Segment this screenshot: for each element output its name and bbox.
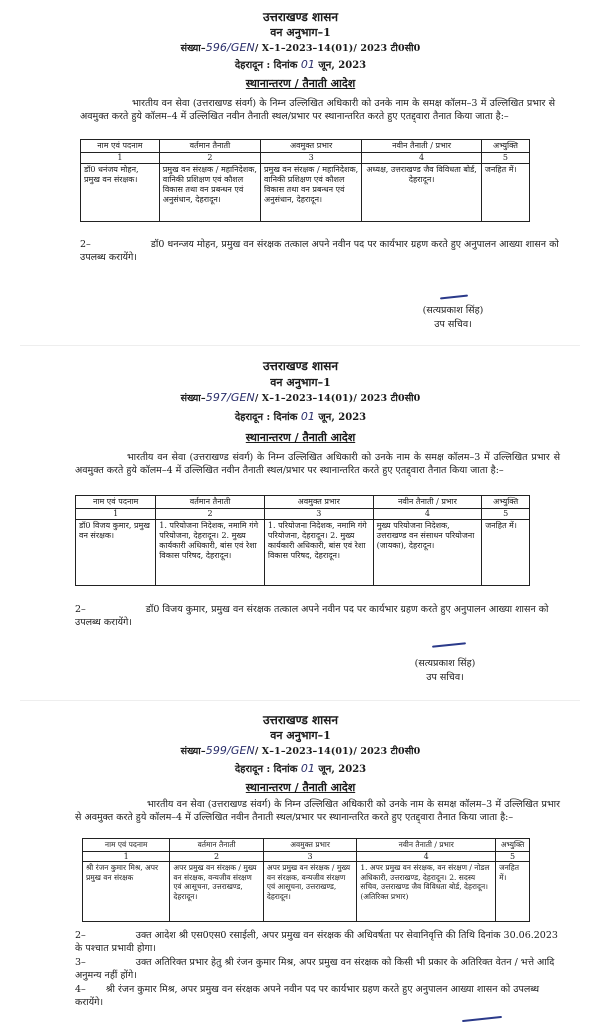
col-number: 5 — [482, 509, 530, 520]
handwritten-number: 596/GEN — [205, 41, 255, 54]
col-number: 5 — [481, 153, 529, 164]
paragraph: 2– डॉ0 धनन्जय मोहन, प्रमुख वन संरक्षक तत्काल अपने नवीन पद पर कार्यभार ग्रहण करते हुए अनुपालन आख्या शासन को उपलब्ध करायेंगे। — [80, 239, 559, 263]
col-header: अभ्युक्ति — [482, 496, 530, 509]
divider — [20, 345, 580, 346]
officer-name: श्री रंजन कुमार मिश्र, अपर प्रमुख वन संरक्षक — [83, 862, 170, 922]
signature-mark — [440, 295, 468, 300]
government-heading: उत्तराखण्ड शासन — [262, 10, 339, 24]
reference-number: संख्या–599/GEN/ X–1–2023–14(01)/ 2023 टी0सी0 — [180, 744, 421, 757]
col-number: 1 — [81, 153, 160, 164]
transfer-table — [80, 139, 530, 222]
reference-number: संख्या–597/GEN/ X–1–2023–14(01)/ 2023 टी0सी0 — [180, 391, 421, 404]
paragraph: 4– श्री रंजन कुमार मिश्र, अपर प्रमुख वन संरक्षक अपने नवीन पद पर कार्यभार ग्रहण करते हुए अनुपालन आख्या शासन को उपलब्ध करायेंगे। — [75, 984, 540, 1008]
order-intro: भारतीय वन सेवा (उत्तराखण्ड संवर्ग) के निम्न उल्लिखित अधिकारी को उनके नाम के समक्ष कॉलम–3 में उल्लिखित प्रभार से अवमुक्त करते हुये कॉलम–4 में उल्लिखित नवीन तैनाती स्थल/प्रभार पर स्थानान्तरित करते हुए एतद्द्वारा तैनात किया जाता है:– — [80, 98, 555, 122]
col-header: नाम एवं पदनाम — [76, 496, 156, 509]
col-number: 3 — [264, 509, 373, 520]
order-subject: स्थानान्तरण / तैनाती आदेश — [245, 431, 356, 444]
col-number: 2 — [170, 851, 264, 862]
current-posting: 1. परियोजना निदेशक, नमामि गंगे परियोजना, देहरादून। 2. मुख्य कार्यकारी अधिकारी, बांस एवं रेशा विकास परिषद, देहरादून। — [156, 520, 265, 586]
col-number: 4 — [373, 509, 482, 520]
signature-mark — [462, 1016, 502, 1022]
current-posting: अपर प्रमुख वन संरक्षक / मुख्य वन संरक्षक, वन्यजीव संरक्षण एवं आसूचना, उत्तराखण्ड, देहरादून। — [170, 862, 264, 922]
col-header: नाम एवं पदनाम — [83, 839, 170, 852]
col-header: अवमुक्त प्रभार — [264, 496, 373, 509]
col-header: नवीन तैनाती / प्रभार — [357, 839, 496, 852]
officer-name: डॉ0 धनंजय मोहन, प्रमुख वन संरक्षक। — [81, 164, 160, 222]
order-intro: भारतीय वन सेवा (उत्तराखण्ड संवर्ग) के निम्न उल्लिखित अधिकारी को उनके नाम के समक्ष कॉलम–3 में उल्लिखित प्रभार से अवमुक्त करते हुये कॉलम–4 में उल्लिखित नवीन तैनाती स्थल/प्रभार पर स्थानान्तरित करते हुए एतद्द्वारा तैनात किया जाता है:– — [75, 452, 560, 476]
col-header: अभ्युक्ति — [496, 839, 530, 852]
paragraph: 2– डॉ0 विजय कुमार, प्रमुख वन संरक्षक तत्काल अपने नवीन पद पर कार्यभार ग्रहण करते हुए अनुपालन आख्या शासन को उपलब्ध करायेंगे। — [75, 604, 549, 628]
col-header: वर्तमान तैनाती — [159, 140, 260, 153]
handwritten-date: 01 — [300, 762, 315, 775]
col-number: 3 — [263, 851, 357, 862]
col-number: 4 — [357, 851, 496, 862]
order-date: देहरादून : दिनांक 01 जून, 2023 — [234, 762, 367, 775]
signatory-name: (सत्यप्रकाश सिंह) — [422, 305, 484, 316]
col-header: वर्तमान तैनाती — [156, 496, 265, 509]
col-header: नवीन तैनाती / प्रभार — [373, 496, 482, 509]
order-date: देहरादून : दिनांक 01 जून, 2023 — [234, 410, 367, 423]
remarks: जनहित में। — [481, 164, 529, 222]
paragraph: 2– उक्त आदेश श्री एस0एस0 रसाईली, अपर प्रमुख वन संरक्षक की अधिवर्षता पर सेवानिवृत्ति की तिथि दिनांक 30.06.2023 के पश्चात प्रभावी होगा। — [75, 930, 558, 954]
col-number: 4 — [362, 153, 482, 164]
signatory-name: (सत्यप्रकाश सिंह) — [414, 658, 476, 669]
paragraph: 3– उक्त अतिरिक्त प्रभार हेतु श्री रंजन कुमार मिश्र, अपर प्रमुख वन संरक्षक को किसी भी प्रकार के अतिरिक्त वेतन / भत्ते आदि अनुमन्य नहीं होंगे। — [75, 957, 555, 981]
col-number: 1 — [83, 851, 170, 862]
order-subject: स्थानान्तरण / तैनाती आदेश — [245, 77, 356, 90]
new-posting: 1. अपर प्रमुख वन संरक्षक, वन संरक्षण / नोडल अधिकारी, उत्तराखण्ड, देहरादून। 2. सदस्य सचिव, उत्तराखण्ड जैव विविधता बोर्ड, देहरादून। (अतिरिक्त प्रभार) — [357, 862, 496, 922]
col-header: नाम एवं पदनाम — [81, 140, 160, 153]
col-number: 5 — [496, 851, 530, 862]
new-posting: अध्यक्ष, उत्तराखण्ड जैव विविधता बोर्ड, देहरादून। — [362, 164, 482, 222]
handwritten-number: 599/GEN — [205, 744, 255, 757]
handwritten-date: 01 — [300, 410, 315, 423]
officer-name: डॉ0 विजय कुमार, प्रमुख वन संरक्षक। — [76, 520, 156, 586]
reference-number: संख्या–596/GEN/ X–1–2023–14(01)/ 2023 टी0सी0 — [180, 41, 421, 54]
transfer-table — [82, 838, 530, 922]
col-number: 2 — [159, 153, 260, 164]
handwritten-date: 01 — [300, 58, 315, 71]
current-posting: प्रमुख वन संरक्षक / महानिदेशक, वानिकी प्रशिक्षण एवं कौशल विकास तथा वन प्रबन्धन एवं अनुसंधान, देहरादून। — [159, 164, 260, 222]
government-heading: उत्तराखण्ड शासन — [262, 713, 339, 727]
handwritten-number: 597/GEN — [205, 391, 255, 404]
remarks: जनहित में। — [482, 520, 530, 586]
new-posting: मुख्य परियोजना निदेशक, उत्तराखण्ड वन संसाधन परियोजना (जायका), देहरादून। — [373, 520, 482, 586]
col-number: 1 — [76, 509, 156, 520]
transfer-table — [75, 495, 530, 586]
col-number: 3 — [261, 153, 362, 164]
order-date: देहरादून : दिनांक 01 जून, 2023 — [234, 58, 367, 71]
signatory-designation: उप सचिव। — [434, 319, 472, 330]
divider — [20, 700, 580, 701]
section-heading: वन अनुभाग–1 — [270, 26, 331, 39]
section-heading: वन अनुभाग–1 — [270, 376, 331, 389]
relieved-charge: 1. परियोजना निदेशक, नमामि गंगे परियोजना, देहरादून। 2. मुख्य कार्यकारी अधिकारी, बांस एवं रेशा विकास परिषद, देहरादून। — [264, 520, 373, 586]
col-header: अभ्युक्ति — [481, 140, 529, 153]
order-intro: भारतीय वन सेवा (उत्तराखण्ड संवर्ग) के निम्न उल्लिखित अधिकारी को उनके नाम के समक्ष कॉलम–3 में उल्लिखित प्रभार से अवमुक्त करते हुये कॉलम–4 में उल्लिखित नवीन तैनाती स्थल/प्रभार पर स्थानान्तरित करते हुए एतद्द्वारा तैनात किया जाता है:– — [75, 799, 560, 823]
remarks: जनहित में। — [496, 862, 530, 922]
relieved-charge: अपर प्रमुख वन संरक्षक / मुख्य वन संरक्षक, वन्यजीव संरक्षण एवं आसूचना, उत्तराखण्ड, देहरादून। — [263, 862, 357, 922]
signature-mark — [432, 642, 466, 648]
order-subject: स्थानान्तरण / तैनाती आदेश — [245, 781, 356, 794]
section-heading: वन अनुभाग–1 — [270, 729, 331, 742]
signatory-designation: उप सचिव। — [426, 672, 464, 683]
col-header: अवमुक्त प्रभार — [263, 839, 357, 852]
government-heading: उत्तराखण्ड शासन — [262, 359, 339, 373]
col-header: नवीन तैनाती / प्रभार — [362, 140, 482, 153]
col-number: 2 — [156, 509, 265, 520]
relieved-charge: प्रमुख वन संरक्षक / महानिदेशक, वानिकी प्रशिक्षण एवं कौशल विकास तथा वन प्रबन्धन एवं अनुसंधान, देहरादून। — [261, 164, 362, 222]
col-header: वर्तमान तैनाती — [170, 839, 264, 852]
col-header: अवमुक्त प्रभार — [261, 140, 362, 153]
